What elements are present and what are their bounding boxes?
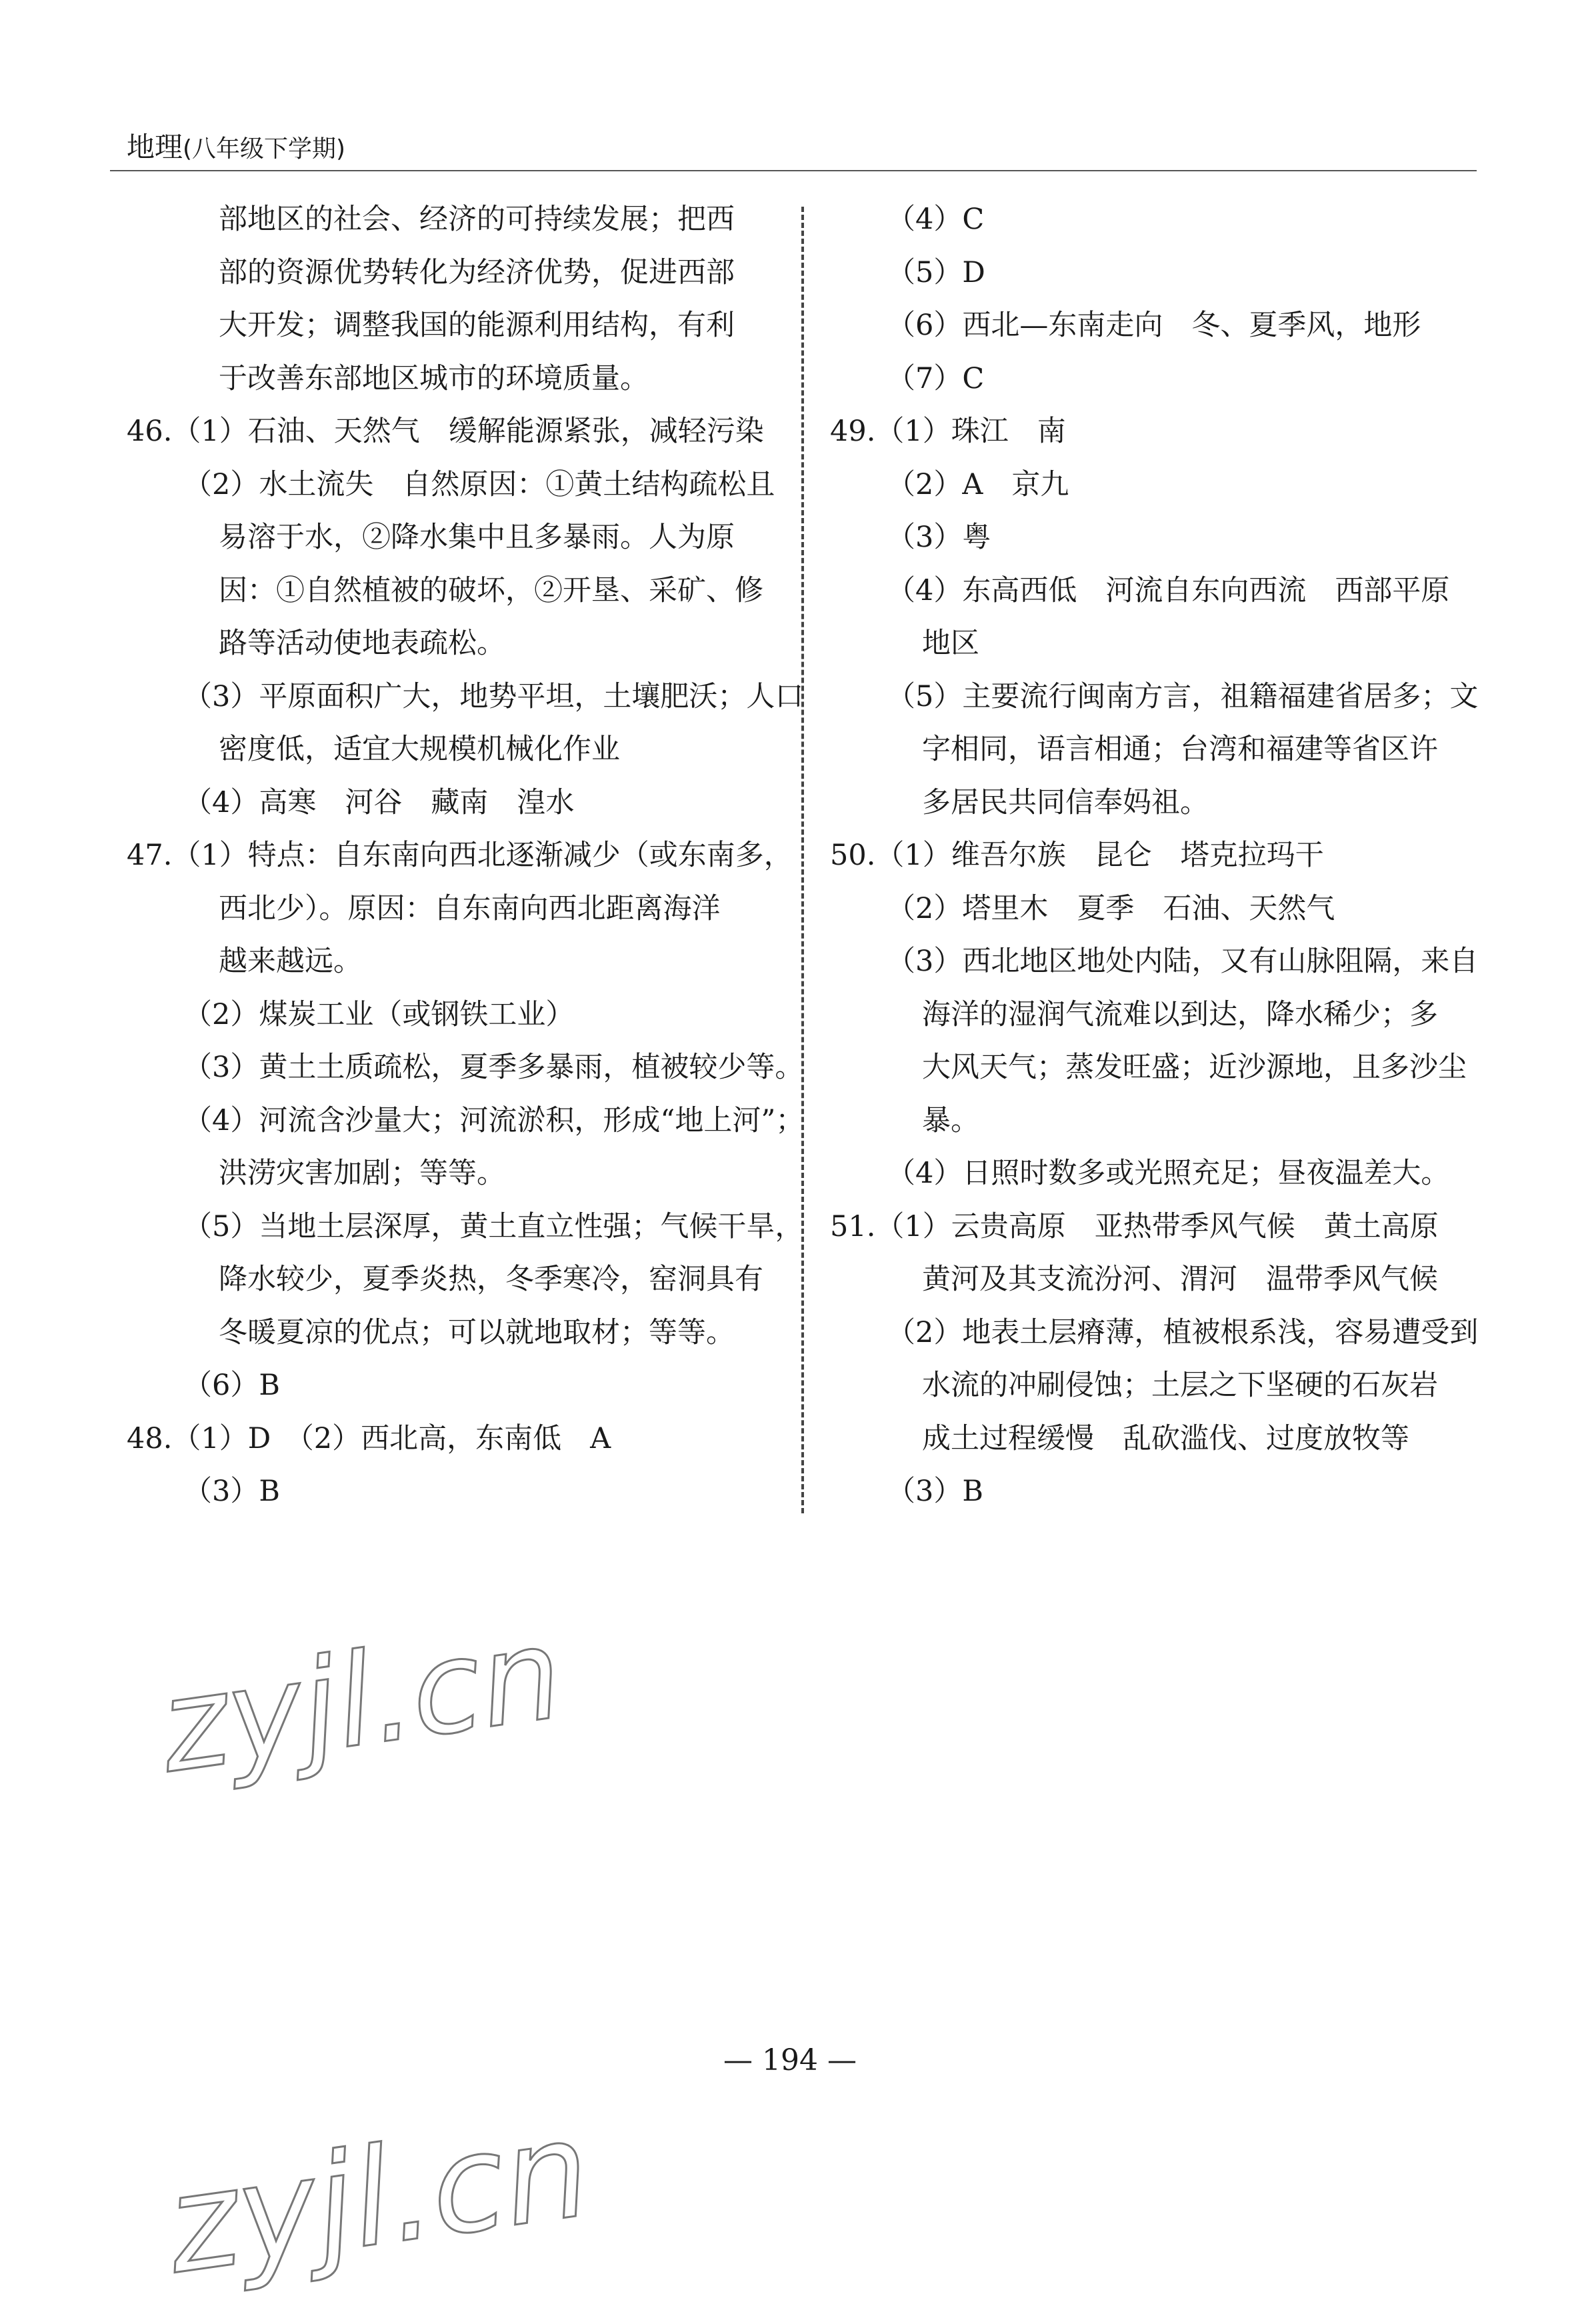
watermark-logo: zyjl.cn (151, 1599, 571, 1801)
page-number: — 194 — (723, 2043, 857, 2077)
answer-line: 部地区的社会、经济的可持续发展；把西 (219, 203, 735, 236)
answer-line: （2）塔里木 夏季 石油、天然气 (887, 891, 1335, 925)
answer-line: （3）粤 (887, 521, 991, 554)
answer-line: （3）平原面积广大，地势平坦，土壤肥沃；人口 (183, 679, 804, 713)
answer-line: （4）日照时数多或光照充足；昼夜温差大。 (887, 1157, 1450, 1190)
header-rule (110, 170, 1477, 171)
header-subtitle: (八年级下学期) (183, 135, 346, 163)
answer-line: 48.（1）D （2）西北高，东南低 A (127, 1421, 611, 1455)
answer-line: （7）C (887, 361, 985, 395)
page-header (127, 125, 345, 165)
answer-line: 成土过程缓慢 乱砍滥伐、过度放牧等 (922, 1421, 1409, 1455)
answer-line: 字相同，语言相通；台湾和福建等省区许 (922, 733, 1438, 766)
answer-line: 大风天气；蒸发旺盛；近沙源地，且多沙尘 (922, 1051, 1467, 1084)
answer-line: 海洋的湿润气流难以到达，降水稀少；多 (922, 997, 1438, 1031)
answer-line: （2）煤炭工业（或钢铁工业） (183, 997, 575, 1031)
answer-line: 水流的冲刷侵蚀；土层之下坚硬的石灰岩 (922, 1369, 1438, 1402)
answer-line: 黄河及其支流汾河、渭河 温带季风气候 (922, 1263, 1438, 1296)
answer-line: （6）B (183, 1369, 280, 1402)
answer-line: （3）黄土土质疏松，夏季多暴雨，植被较少等。 (183, 1051, 804, 1084)
answer-line: （5）主要流行闽南方言，祖籍福建省居多；文 (887, 679, 1479, 713)
answer-line: 越来越远。 (219, 945, 362, 978)
answer-line: 洪涝灾害加剧；等等。 (219, 1157, 505, 1190)
answer-line: 多居民共同信奉妈祖。 (922, 785, 1209, 819)
column-divider (801, 207, 804, 1513)
answer-line: 部的资源优势转化为经济优势，促进西部 (219, 255, 735, 289)
answer-line: （4）高寒 河谷 藏南 湟水 (183, 785, 575, 819)
answer-line: 密度低，适宜大规模机械化作业 (219, 733, 620, 766)
right-column (830, 193, 1483, 1519)
answer-line: （4）C (887, 203, 985, 236)
answer-line: （3）B (183, 1475, 280, 1508)
answer-line: 50.（1）维吾尔族 昆仑 塔克拉玛干 (830, 839, 1324, 872)
answer-line: 暴。 (922, 1103, 979, 1137)
answer-line: 47.（1）特点：自东南向西北逐渐减少（或东南多， (127, 839, 793, 872)
answer-line: 易溶于水，②降水集中且多暴雨。人为原 (219, 521, 735, 554)
answer-line: 因：①自然植被的破坏，②开垦、采矿、修 (219, 573, 763, 607)
answer-line: 西北少）。原因：自东南向西北距离海洋 (219, 891, 721, 925)
answer-line: （2）水土流失 自然原因：①黄土结构疏松且 (183, 467, 775, 501)
answer-line: 地区 (922, 627, 979, 660)
answer-line: （4）东高西低 河流自东向西流 西部平原 (887, 573, 1450, 607)
answer-line: （5）D (887, 255, 985, 289)
answer-line: （3）B (887, 1475, 983, 1508)
answer-line: 51.（1）云贵高原 亚热带季风气候 黄土高原 (830, 1209, 1439, 1243)
answer-line: 46.（1）石油、天然气 缓解能源紧张，减轻污染 (127, 415, 764, 448)
left-column (127, 193, 805, 1519)
answer-line: （2）A 京九 (887, 467, 1069, 501)
answer-line: 大开发；调整我国的能源利用结构，有利 (219, 309, 735, 342)
answer-line: （4）河流含沙量大；河流淤积，形成“地上河”； (183, 1103, 805, 1137)
answer-line: 于改善东部地区城市的环境质量。 (219, 361, 649, 395)
answer-line: 路等活动使地表疏松。 (219, 627, 505, 660)
answer-line: （2）地表土层瘠薄，植被根系浅，容易遭受到 (887, 1315, 1479, 1349)
answer-line: 49.（1）珠江 南 (830, 415, 1066, 448)
answer-line: （6）西北—东南走向 冬、夏季风，地形 (887, 309, 1421, 342)
answer-line: （5）当地土层深厚，黄土直立性强；气候干旱， (183, 1209, 804, 1243)
header-title: 地理 (127, 131, 183, 163)
watermark-logo-bottom: zyjl.cn (157, 2091, 599, 2305)
answer-line: 冬暖夏凉的优点；可以就地取材；等等。 (219, 1315, 735, 1349)
answer-line: （3）西北地区地处内陆，又有山脉阻隔，来自 (887, 945, 1479, 978)
answer-line: 降水较少，夏季炎热，冬季寒冷，窑洞具有 (219, 1263, 763, 1296)
